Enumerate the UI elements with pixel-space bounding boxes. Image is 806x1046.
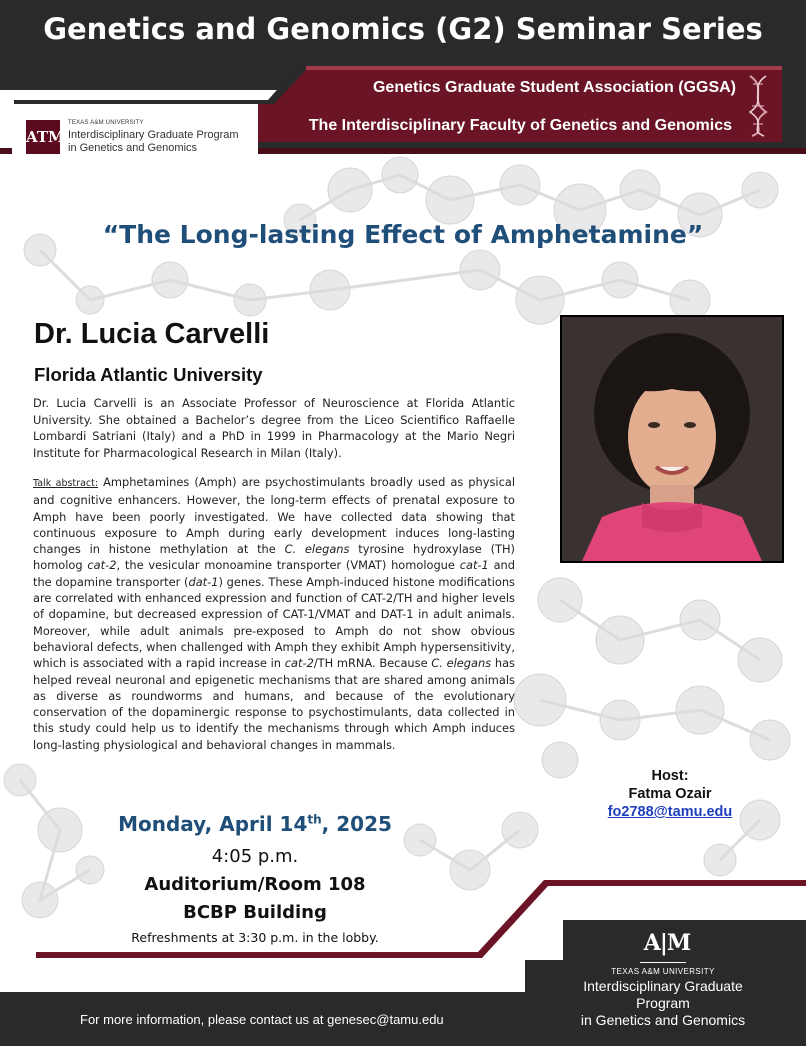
footer-contact: For more information, please contact us at genesec@tamu.edu xyxy=(80,1012,444,1027)
abstract-text: tyrosine hydroxylase (TH) homolog xyxy=(33,542,515,573)
program-logo xyxy=(12,104,258,176)
ggsa-label: Genetics Graduate Student Association (GGSA) xyxy=(372,79,736,96)
speaker-bio: Dr. Lucia Carvelli is an Associate Professor of Neuroscience at Florida Atlantic University. She obtained a Bachelor’s degree from the Liceo Scientifico Raffaelle Lombardi Satriani (Italy) and a PhD in 1999 in Pharmacology at the Mario Negri Institute for Pharmacological Research in Milan (Italy). xyxy=(33,396,515,460)
host-info xyxy=(560,767,780,821)
talk-title: “The Long-lasting Effect of Amphetamine” xyxy=(102,220,704,249)
event-date-year: , 2025 xyxy=(321,812,392,836)
talk-abstract xyxy=(33,474,515,753)
footer-program-line1: Interdisciplinary Graduate Program xyxy=(583,978,743,1011)
logo-program-line2: in Genetics and Genomics xyxy=(68,142,198,154)
event-date-main: Monday, April 14 xyxy=(118,812,308,836)
series-title: Genetics and Genomics (G2) Seminar Series xyxy=(43,12,763,46)
abstract-label: Talk abstract: xyxy=(33,478,99,489)
tamu-logo-icon: ATM xyxy=(26,120,60,154)
abstract-italic: cat-1 xyxy=(459,558,489,573)
footer-university: TEXAS A&M UNIVERSITY xyxy=(611,967,715,976)
speaker-name: Dr. Lucia Carvelli xyxy=(34,318,270,350)
abstract-text: Amphetamines (Amph) are psychostimulants broadly used as physical and cognitive enhancers. However, the long-term effects of prenatal exposure to Amph have been poorly investigated. We have collected data showing that continuous exposure to Amph during early development induces long-lasting changes in histone methylation at the xyxy=(33,475,515,557)
event-room: Auditorium/Room 108 xyxy=(144,874,366,895)
event-date xyxy=(20,812,490,836)
footer-program-line2: in Genetics and Genomics xyxy=(580,1012,746,1028)
footer-logo-rule xyxy=(640,962,686,963)
abstract-italic: cat-2 xyxy=(284,656,314,671)
abstract-text: , the vesicular monoamine transporter (VMAT) homologue xyxy=(116,558,460,573)
abstract-text: /TH mRNA. Because xyxy=(313,656,432,671)
event-building: BCBP Building xyxy=(183,902,327,923)
footer-logo xyxy=(563,928,763,1038)
logo-program-line1: Interdisciplinary Graduate Program xyxy=(68,129,239,141)
logo-program xyxy=(68,129,239,155)
dna-helix-icon xyxy=(742,72,774,138)
host-label: Host: xyxy=(651,768,689,784)
event-date-suffix: th xyxy=(307,812,322,827)
logo-university: TEXAS A&M UNIVERSITY xyxy=(68,120,144,126)
event-refreshments: Refreshments at 3:30 p.m. in the lobby. xyxy=(131,930,379,945)
abstract-text: ) genes. These Amph-induced histone modifications are correlated with enhanced expression and function of CAT-2/TH and higher levels of dopamine, but decreased expression of CAT-1/VMAT and DAT-1 in adult animals. Moreover, while adult animals pre-exposed to Amph do not show obvious behavioral defects, when challenged with Amph they exhibit Amph hypersensitivity, which is associated with a rapid increase in xyxy=(33,574,515,671)
host-name: Fatma Ozair xyxy=(628,786,712,802)
abstract-text: has helped reveal neuronal and epigenetic mechanisms that are shared among animals as diverse as roundworms and humans, and because of the evolutionary conservation of the dopaminergic response to psychostimulants, data collected in this study could help us to identify the mechanisms through which Amph induces long-lasting physiological and behavioral changes in mammals. xyxy=(33,656,515,752)
speaker-affiliation: Florida Atlantic University xyxy=(34,364,263,385)
faculty-label: The Interdisciplinary Faculty of Genetics and Genomics xyxy=(308,117,732,134)
host-email-link[interactable]: fo2788@tamu.edu xyxy=(607,804,733,820)
abstract-italic: C. elegans xyxy=(431,656,492,671)
tamu-footer-logo-icon: A|M xyxy=(643,930,691,956)
abstract-italic: cat-2 xyxy=(87,558,117,573)
event-time: 4:05 p.m. xyxy=(211,846,299,867)
speaker-photo xyxy=(560,315,784,563)
abstract-italic: C. elegans xyxy=(284,542,350,557)
footer-program xyxy=(563,978,763,1029)
abstract-text: and the dopamine transporter ( xyxy=(33,558,515,589)
abstract-italic: dat-1 xyxy=(188,574,219,589)
